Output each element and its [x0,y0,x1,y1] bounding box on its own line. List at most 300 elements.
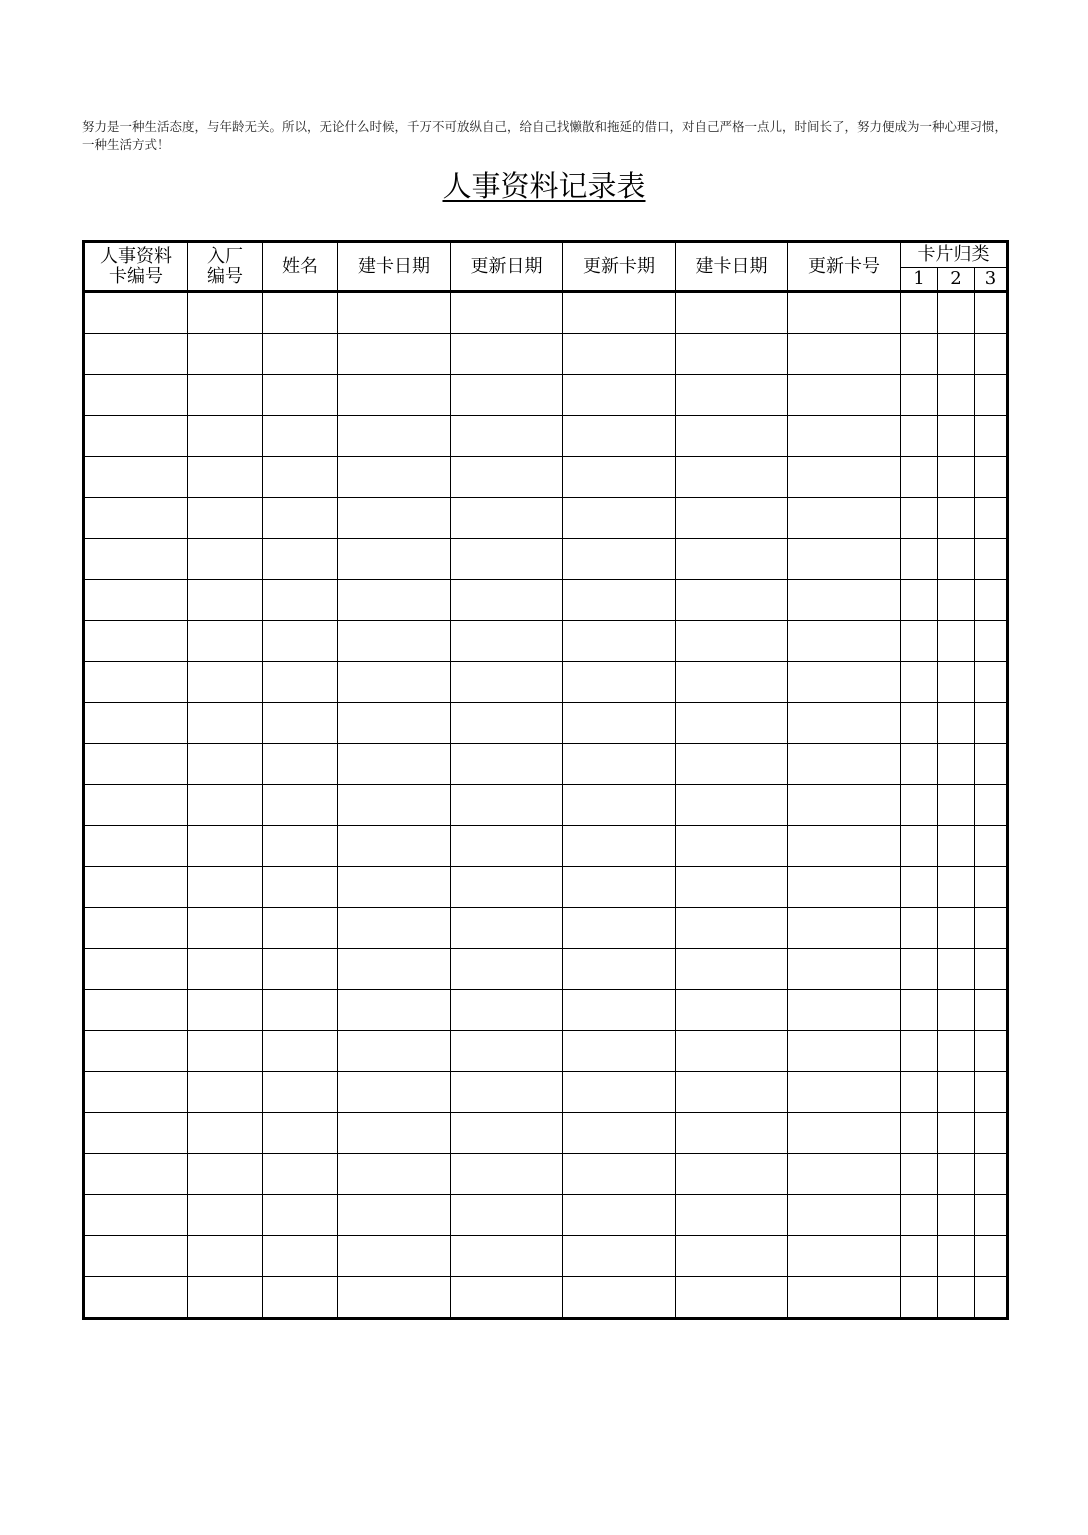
table-row [84,744,1008,785]
table-cell [84,375,188,416]
table-cell [188,498,263,539]
table-cell [338,662,451,703]
table-cell [938,990,975,1031]
table-row [84,416,1008,457]
table-cell [263,990,338,1031]
table-cell [84,826,188,867]
table-cell [901,1236,938,1277]
header-entry-no-line2: 编号 [207,265,243,287]
table-cell [563,375,676,416]
table-cell [938,867,975,908]
table-cell [901,1113,938,1154]
table-cell [901,1195,938,1236]
table-cell [84,416,188,457]
table-cell [901,949,938,990]
table-cell [938,785,975,826]
table-row [84,457,1008,498]
table-cell [451,744,563,785]
table-cell [263,908,338,949]
table-cell [938,1277,975,1319]
table-cell [901,580,938,621]
table-cell [676,1277,788,1319]
table-cell [901,539,938,580]
table-cell [84,1154,188,1195]
table-cell [338,990,451,1031]
table-cell [901,621,938,662]
table-cell [788,785,901,826]
table-cell [563,416,676,457]
table-cell [975,1195,1008,1236]
table-cell [338,375,451,416]
table-cell [676,416,788,457]
table-cell [451,292,563,334]
table-cell [788,990,901,1031]
table-cell [975,621,1008,662]
table-cell [901,1154,938,1195]
table-cell [188,1195,263,1236]
table-cell [338,1236,451,1277]
table-cell [263,662,338,703]
table-cell [676,703,788,744]
table-cell [188,703,263,744]
table-cell [338,949,451,990]
table-cell [975,1031,1008,1072]
table-cell [901,662,938,703]
table-cell [901,375,938,416]
table-cell [563,949,676,990]
table-cell [84,580,188,621]
table-cell [451,1236,563,1277]
table-cell [563,1195,676,1236]
table-cell [84,621,188,662]
table-cell [975,949,1008,990]
table-cell [188,785,263,826]
table-cell [563,292,676,334]
table-cell [788,867,901,908]
table-cell [901,785,938,826]
records-table [82,240,1009,1320]
table-row [84,990,1008,1031]
table-cell [263,375,338,416]
table-cell [938,662,975,703]
table-cell [938,1154,975,1195]
table-row [84,1277,1008,1319]
table-cell [84,457,188,498]
table-cell [451,949,563,990]
table-cell [563,539,676,580]
table-cell [338,744,451,785]
table-cell [338,580,451,621]
table-cell [451,1072,563,1113]
header-update-card: 更新卡期 [563,242,676,292]
table-cell [84,662,188,703]
table-cell [84,908,188,949]
table-cell [938,539,975,580]
table-cell [263,744,338,785]
header-card-category: 卡片归类 [901,242,1008,268]
table-cell [901,744,938,785]
table-cell [938,334,975,375]
table-cell [938,1031,975,1072]
table-cell [975,744,1008,785]
table-cell [451,416,563,457]
table-cell [788,949,901,990]
table-cell [788,292,901,334]
table-cell [338,457,451,498]
table-cell [563,908,676,949]
table-cell [975,1154,1008,1195]
table-cell [84,1072,188,1113]
table-row [84,580,1008,621]
table-cell [938,703,975,744]
table-cell [676,621,788,662]
table-cell [338,703,451,744]
table-cell [451,785,563,826]
table-cell [788,334,901,375]
table-cell [563,334,676,375]
motto-text: 努力是一种生活态度，与年龄无关。所以，无论什么时候，千万不可放纵自己，给自己找懒散和拖延的借口，对自己严格一点儿，时间长了，努力便成为一种心理习惯，一种生活方式！ [82,119,1008,152]
table-row [84,1072,1008,1113]
table-cell [901,826,938,867]
table-cell [975,1072,1008,1113]
table-cell [263,292,338,334]
table-cell [451,662,563,703]
table-cell [975,990,1008,1031]
table-cell [563,1277,676,1319]
table-cell [338,826,451,867]
header-create-date-2: 建卡日期 [676,242,788,292]
table-cell [938,1236,975,1277]
table-row [84,1195,1008,1236]
table-cell [263,334,338,375]
table-cell [563,1031,676,1072]
table-cell [451,1277,563,1319]
table-cell [563,498,676,539]
table-cell [938,375,975,416]
table-cell [788,1236,901,1277]
table-cell [338,785,451,826]
table-cell [188,1072,263,1113]
table-cell [563,1113,676,1154]
page-title [0,168,1088,204]
table-cell [84,334,188,375]
header-update-date: 更新日期 [451,242,563,292]
table-cell [188,1031,263,1072]
table-cell [975,498,1008,539]
table-cell [451,1113,563,1154]
table-cell [263,949,338,990]
table-cell [676,457,788,498]
table-cell [788,826,901,867]
table-cell [84,703,188,744]
table-cell [84,1277,188,1319]
table-cell [188,867,263,908]
table-row [84,1236,1008,1277]
table-cell [451,703,563,744]
table-cell [901,990,938,1031]
table-cell [788,1277,901,1319]
table-cell [788,457,901,498]
table-cell [938,744,975,785]
table-cell [338,1031,451,1072]
table-cell [938,292,975,334]
header-category-1: 1 [901,268,938,292]
table-cell [938,580,975,621]
table-cell [451,580,563,621]
table-cell [188,1236,263,1277]
table-cell [263,539,338,580]
table-cell [938,416,975,457]
table-cell [676,1113,788,1154]
table-cell [188,662,263,703]
table-cell [788,498,901,539]
table-cell [188,826,263,867]
table-cell [676,785,788,826]
table-cell [975,785,1008,826]
table-cell [676,498,788,539]
table-cell [263,1195,338,1236]
table-cell [901,457,938,498]
table-cell [788,1154,901,1195]
header-card-no-line1: 人事资料 [100,245,172,267]
table-cell [788,703,901,744]
table-cell [676,908,788,949]
table-cell [263,1031,338,1072]
header-name: 姓名 [263,242,338,292]
table-cell [975,703,1008,744]
table-cell [451,498,563,539]
table-cell [188,990,263,1031]
table-cell [263,621,338,662]
table-cell [84,744,188,785]
table-cell [676,662,788,703]
table-cell [788,1195,901,1236]
table-cell [788,580,901,621]
table-cell [563,1236,676,1277]
table-row [84,1113,1008,1154]
table-cell [84,292,188,334]
table-cell [451,867,563,908]
table-cell [563,621,676,662]
table-cell [676,580,788,621]
table-cell [975,292,1008,334]
table-cell [901,703,938,744]
table-cell [338,539,451,580]
table-cell [788,1072,901,1113]
table-cell [188,580,263,621]
table-cell [84,990,188,1031]
table-cell [451,457,563,498]
table-cell [84,539,188,580]
table-row [84,375,1008,416]
header-create-date-1: 建卡日期 [338,242,451,292]
table-cell [188,375,263,416]
table-cell [563,785,676,826]
table-cell [263,1236,338,1277]
table-cell [938,498,975,539]
table-cell [788,662,901,703]
table-cell [263,580,338,621]
table-cell [563,703,676,744]
header-card-no [84,242,188,292]
table-cell [676,1236,788,1277]
table-row [84,785,1008,826]
table-cell [84,1113,188,1154]
table-cell [338,416,451,457]
table-cell [901,908,938,949]
table-row [84,334,1008,375]
table-cell [188,744,263,785]
table-cell [263,498,338,539]
table-cell [188,292,263,334]
table-cell [451,826,563,867]
table-cell [676,292,788,334]
table-cell [338,908,451,949]
table-row [84,908,1008,949]
table-cell [676,539,788,580]
table-cell [563,1154,676,1195]
table-cell [938,457,975,498]
table-cell [901,334,938,375]
table-cell [975,662,1008,703]
table-cell [338,1154,451,1195]
table-cell [901,867,938,908]
header-entry-no-line1: 入厂 [207,245,243,267]
table-cell [563,826,676,867]
table-cell [901,498,938,539]
table-cell [188,908,263,949]
table-cell [188,621,263,662]
table-cell [788,908,901,949]
table-cell [788,1031,901,1072]
header-entry-no [188,242,263,292]
table-cell [188,1113,263,1154]
table-cell [676,867,788,908]
table-row [84,539,1008,580]
table-cell [901,1072,938,1113]
table-cell [84,1031,188,1072]
table-cell [563,662,676,703]
table-cell [188,457,263,498]
table-cell [676,375,788,416]
table-row [84,826,1008,867]
table-cell [901,1277,938,1319]
table-cell [188,334,263,375]
table-row [84,949,1008,990]
table-cell [563,1072,676,1113]
table-row [84,662,1008,703]
table-cell [188,1154,263,1195]
table-cell [263,867,338,908]
table-cell [451,621,563,662]
table-cell [338,1113,451,1154]
table-cell [676,990,788,1031]
table-cell [263,1154,338,1195]
table-cell [263,416,338,457]
table-cell [84,785,188,826]
table-cell [188,1277,263,1319]
table-cell [263,457,338,498]
table-cell [338,1072,451,1113]
table-cell [676,1154,788,1195]
header-category-2: 2 [938,268,975,292]
table-cell [188,416,263,457]
table-cell [263,1113,338,1154]
table-cell [451,539,563,580]
table-cell [975,1236,1008,1277]
table-cell [563,744,676,785]
header-category-3: 3 [975,268,1008,292]
table-cell [263,1072,338,1113]
table-row [84,867,1008,908]
table-cell [451,1195,563,1236]
table-cell [975,457,1008,498]
table-cell [938,1072,975,1113]
table-cell [975,1277,1008,1319]
table-cell [451,375,563,416]
table-row [84,1154,1008,1195]
table-cell [975,580,1008,621]
table-cell [338,498,451,539]
table-cell [451,1154,563,1195]
table-row [84,498,1008,539]
table-cell [451,908,563,949]
table-cell [263,826,338,867]
table-cell [901,416,938,457]
table-cell [563,457,676,498]
table-cell [676,744,788,785]
table-cell [338,621,451,662]
table-cell [338,1277,451,1319]
table-cell [188,539,263,580]
table-cell [338,334,451,375]
table-cell [788,1113,901,1154]
table-cell [975,867,1008,908]
table-cell [938,621,975,662]
table-cell [263,785,338,826]
table-cell [563,580,676,621]
table-cell [84,498,188,539]
table-cell [676,1195,788,1236]
table-row [84,292,1008,334]
table-cell [975,908,1008,949]
table-cell [788,539,901,580]
table-cell [938,949,975,990]
table-cell [676,1031,788,1072]
table-cell [676,826,788,867]
table-cell [975,826,1008,867]
table-cell [788,621,901,662]
table-cell [938,908,975,949]
table-cell [975,539,1008,580]
table-cell [901,292,938,334]
table-cell [188,949,263,990]
table-cell [938,1195,975,1236]
table-body [84,292,1008,1319]
table-cell [676,334,788,375]
table-cell [451,334,563,375]
table-cell [975,334,1008,375]
table-row [84,621,1008,662]
table-row [84,1031,1008,1072]
header-update-card-no: 更新卡号 [788,242,901,292]
table-cell [451,1031,563,1072]
header-card-no-line2: 卡编号 [109,265,163,287]
table-cell [338,867,451,908]
table-cell [788,744,901,785]
table-cell [676,949,788,990]
table-cell [563,867,676,908]
